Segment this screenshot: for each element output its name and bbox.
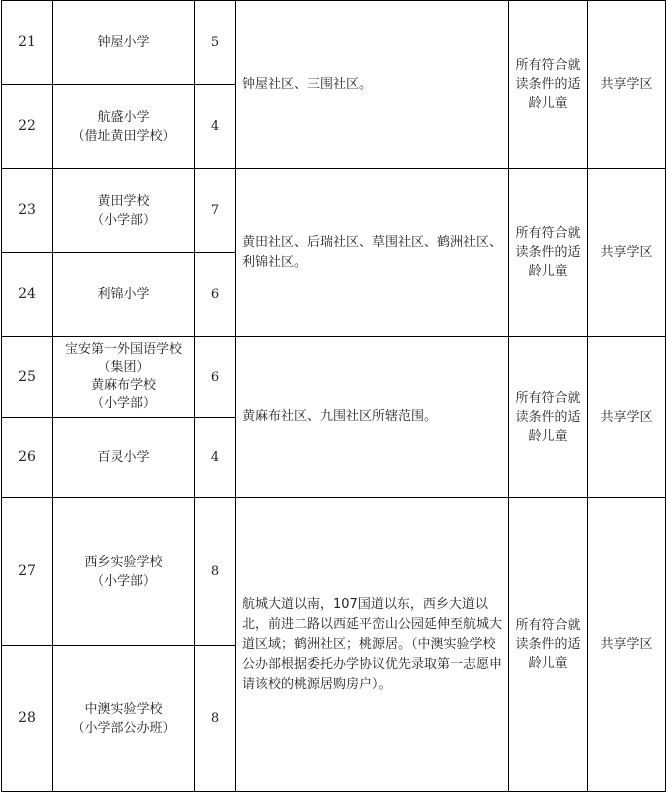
school-name: 钟屋小学 <box>53 1 195 85</box>
table-row <box>2 337 666 418</box>
district-type: 共享学区 <box>588 498 666 792</box>
school-name: 航盛小学 （借址黄田学校） <box>53 85 195 169</box>
school-name: 百灵小学 <box>53 418 195 498</box>
district-type: 共享学区 <box>588 169 666 337</box>
class-count: 7 <box>195 169 236 253</box>
class-count: 6 <box>195 253 236 337</box>
row-number: 26 <box>2 418 53 498</box>
row-number: 21 <box>2 1 53 85</box>
enrollment-area: 黄麻布社区、九围社区所辖范围。 <box>236 337 509 498</box>
row-number: 28 <box>2 646 53 792</box>
class-count: 5 <box>195 1 236 85</box>
eligibility: 所有符合就读条件的适龄儿童 <box>509 1 588 169</box>
row-number: 25 <box>2 337 53 418</box>
enrollment-area: 钟屋社区、三围社区。 <box>236 1 509 169</box>
class-count: 4 <box>195 85 236 169</box>
district-type: 共享学区 <box>588 1 666 169</box>
school-name: 中澳实验学校 （小学部公办班） <box>53 646 195 792</box>
table-row <box>2 1 666 85</box>
district-type: 共享学区 <box>588 337 666 498</box>
eligibility: 所有符合就读条件的适龄儿童 <box>509 169 588 337</box>
class-count: 6 <box>195 337 236 418</box>
table-row <box>2 498 666 646</box>
class-count: 8 <box>195 498 236 646</box>
row-number: 22 <box>2 85 53 169</box>
school-name: 利锦小学 <box>53 253 195 337</box>
school-district-table <box>1 0 666 792</box>
row-number: 27 <box>2 498 53 646</box>
school-name: 宝安第一外国语学校（集团） 黄麻布学校 （小学部） <box>53 337 195 418</box>
school-name: 西乡实验学校 （小学部） <box>53 498 195 646</box>
eligibility: 所有符合就读条件的适龄儿童 <box>509 498 588 792</box>
eligibility: 所有符合就读条件的适龄儿童 <box>509 337 588 498</box>
row-number: 23 <box>2 169 53 253</box>
row-number: 24 <box>2 253 53 337</box>
school-name: 黄田学校 （小学部） <box>53 169 195 253</box>
class-count: 4 <box>195 418 236 498</box>
table-row <box>2 169 666 253</box>
enrollment-area: 黄田社区、后瑞社区、草围社区、鹤洲社区、利锦社区。 <box>236 169 509 337</box>
enrollment-area: 航城大道以南，107国道以东，西乡大道以北，前进二路以西延平峦山公园延伸至航城大道区域；鹤洲社区；桃源居。（中澳实验学校公办部根据委托办学协议优先录取第一志愿申请该校的桃源居购房户）。 <box>236 498 509 792</box>
class-count: 8 <box>195 646 236 792</box>
